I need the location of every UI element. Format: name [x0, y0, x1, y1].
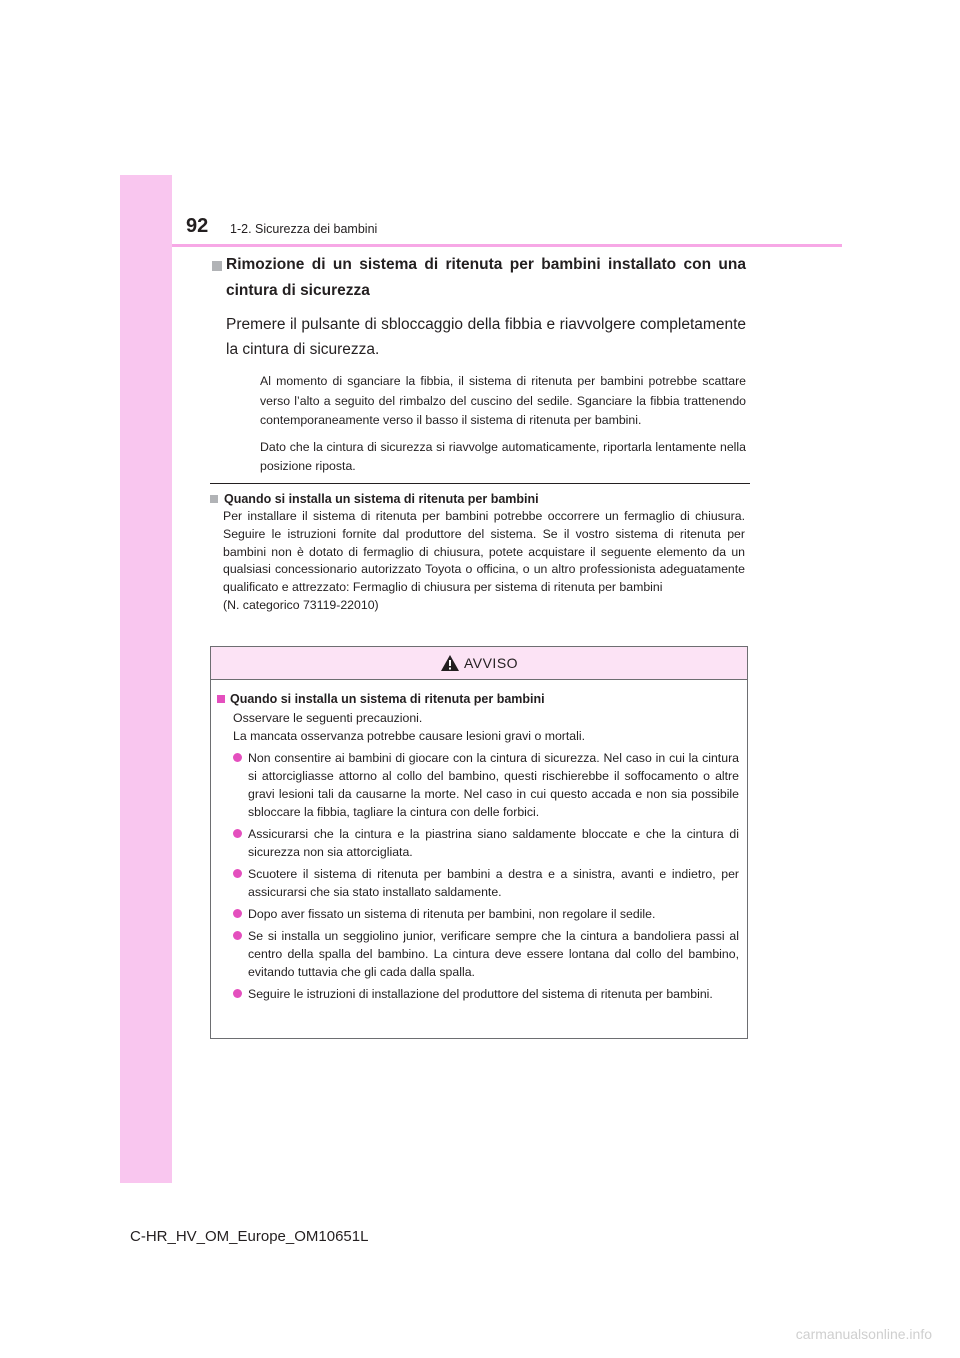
installation-info-body: [210, 508, 745, 615]
part-number: (N. categorico 73119-22010): [223, 597, 379, 612]
warning-intro-1: Osservare le seguenti precauzioni.: [233, 711, 423, 725]
warning-box: [210, 646, 748, 1039]
section-header: 1-2. Sicurezza dei bambini: [230, 222, 378, 236]
warning-heading-text: Quando si installa un sistema di ritenuta per bambini: [230, 692, 545, 706]
warning-title: AVVISO: [463, 655, 519, 671]
bullet-dot-icon: [233, 931, 242, 940]
warning-header: [211, 647, 747, 680]
removal-note-1: Al momento di sganciare la fibbia, il sistema di ritenuta per bambini potrebbe scattare verso l’alto a seguito del rimbalzo del cuscino del sedile. Sganciare la fibbia trattenendo contemporaneamente verso il basso il sistema di ritenuta per bambini.: [260, 374, 746, 427]
warning-triangle-icon: [440, 654, 460, 672]
list-item: [217, 865, 741, 901]
header-rule: [172, 244, 842, 247]
bullet-dot-icon: [233, 753, 242, 762]
bullet-dot-icon: [233, 989, 242, 998]
warning-intro-2: La mancata osservanza potrebbe causare lesioni gravi o mortali.: [233, 729, 586, 743]
list-item-text: Se si installa un seggiolino junior, verificare sempre che la cintura a bandoliera passi al centro della spalla del bambino. La cintura deve essere lontana dal collo del bambino, evitando tuttavia che gli cada dalla spalla.: [248, 929, 739, 979]
bullet-dot-icon: [233, 829, 242, 838]
document-code: C-HR_HV_OM_Europe_OM10651L: [130, 1228, 369, 1245]
section-divider: [210, 483, 750, 484]
warning-heading: [217, 690, 741, 708]
warning-bullet-list: [217, 749, 741, 1003]
bullet-dot-icon: [233, 869, 242, 878]
list-item: [217, 749, 741, 821]
removal-instruction: Premere il pulsante di sbloccaggio della fibbia e riavvolgere completamente la cintura di sicurezza.: [226, 316, 746, 358]
warning-content: [211, 680, 747, 1003]
list-item-text: Scuotere il sistema di ritenuta per bambini a destra e a sinistra, avanti e indietro, per assicurarsi che sia stato installato saldamente.: [248, 867, 739, 899]
square-bullet-icon: [217, 695, 225, 703]
square-bullet-icon: [212, 261, 222, 271]
square-bullet-icon: [210, 495, 218, 503]
list-item-text: Non consentire ai bambini di giocare con la cintura di sicurezza. Nel caso in cui la cintura si attorcigliasse attorno al collo del bambino, questi rischierebbe il soffocamento o altre gravi lesioni tali da causarne la morte. Nel caso in cui questo accada e non sia possibile sbloccare la fibbia, tagliare la cintura con delle forbici.: [248, 751, 739, 819]
bullet-dot-icon: [233, 909, 242, 918]
installation-info-heading-text: Quando si installa un sistema di ritenuta per bambini: [224, 492, 539, 506]
page-number: 92: [186, 215, 209, 237]
list-item-text: Assicurarsi che la cintura e la piastrina siano saldamente bloccate e che la cintura di sicurezza non sia attorcigliata.: [248, 827, 739, 859]
installation-info-section: [210, 490, 745, 615]
list-item-text: Seguire le istruzioni di installazione del produttore del sistema di ritenuta per bambini.: [248, 987, 713, 1001]
list-item: [217, 825, 741, 861]
removal-heading: [226, 252, 746, 304]
list-item-text: Dopo aver fissato un sistema di ritenuta per bambini, non regolare il sedile.: [248, 907, 656, 921]
removal-note-2: Dato che la cintura di sicurezza si riavvolge automaticamente, riportarla lentamente nella posizione riposta.: [260, 439, 746, 473]
removal-section: [226, 252, 746, 477]
side-tab-band: [120, 175, 172, 1183]
removal-heading-text: Rimozione di un sistema di ritenuta per bambini installato con una cintura di sicurezza: [226, 256, 746, 299]
list-item: [217, 905, 741, 923]
installation-info-text: Per installare il sistema di ritenuta per bambini potrebbe occorrere un fermaglio di chiusura. Seguire le istruzioni fornite dal produttore del sistema. Se il vostro sistema di ritenuta per bambini non è dotato di fermaglio di chiusura, potete acquistare il seguente elemento da un qualsiasi concessionario autorizzato Toyota o officina, o un altro professionista adeguatamente qualificato e attrezzato: Fermaglio di chiusura per sistema di ritenuta per bambini: [223, 509, 745, 595]
list-item: [217, 985, 741, 1003]
installation-info-heading: [210, 490, 745, 508]
list-item: [217, 927, 741, 981]
watermark: carmanualsonline.info: [795, 1326, 932, 1342]
